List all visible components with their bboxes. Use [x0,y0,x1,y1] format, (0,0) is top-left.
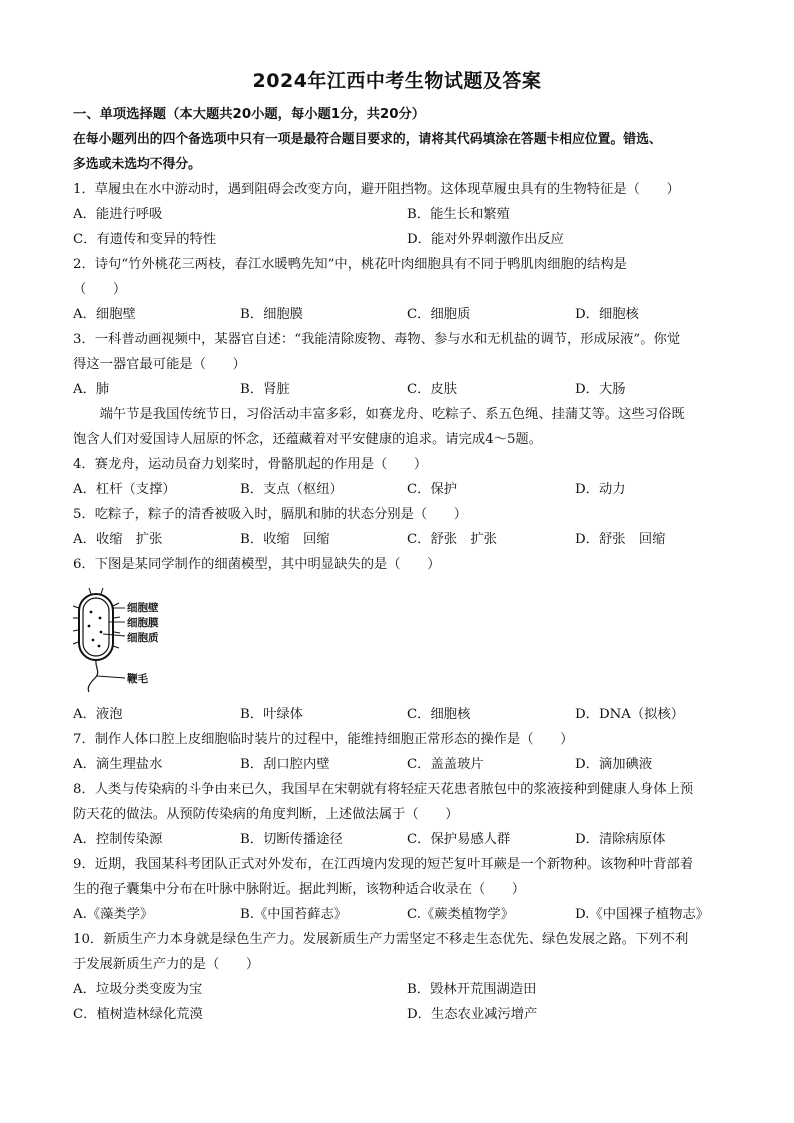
question-3-stem: 3．一科普动画视频中，某器官自述：“我能清除废物、毒物、参与水和无机盐的调节，形成尿液”。你觉 [73,332,681,347]
option-b: B．刮口腔内壁 [240,757,330,772]
question-7-stem: 7．制作人体口腔上皮细胞临时装片的过程中，能维持细胞正常形态的操作是（ ） [73,732,574,747]
option-a: A．能进行呼吸 [73,207,163,222]
option-c: C．皮肤 [407,382,458,397]
question-8-stem: 8．人类与传染病的斗争由来已久，我国早在宋朝就有将轻症天花患者脓包中的浆液接种到健康人身体上预 [73,782,694,797]
section-instructions-2: 多选或未选均不得分。 [73,157,201,172]
question-10-options [73,977,725,1002]
passage-line-2: 饱含人们对爱国诗人屈原的怀念，还蕴藏着对平安健康的追求。请完成4～5题。 [73,432,543,447]
option-d: D.《中国裸子植物志》 [575,907,710,922]
option-d: D．生态农业减污增产 [407,1007,538,1022]
option-a: A．杠杆（支撑） [73,482,176,497]
label-flagellum: 鞭毛 [127,673,148,685]
page-title: 2024年江西中考生物试题及答案 [252,70,542,92]
option-a: A.《藻类学》 [73,907,154,922]
question-1-options [73,202,725,227]
option-d: D．能对外界刺激作出反应 [407,232,564,247]
option-b: B．肾脏 [240,382,290,397]
option-d: D．动力 [575,482,626,497]
option-d: D．大肠 [575,382,626,397]
option-c: C．细胞核 [407,707,471,722]
question-6-options [73,702,725,727]
question-3-stem-2: 得这一器官最可能是（ ） [73,357,246,372]
question-1-stem: 1．草履虫在水中游动时，遇到阻碍会改变方向，避开阻挡物。这体现草履虫具有的生物特征是（ ） [73,182,680,197]
option-c: C．保护 [407,482,458,497]
option-a: A．滴生理盐水 [73,757,163,772]
section-instructions-1: 在每小题列出的四个备选项中只有一项是最符合题目要求的，请将其代码填涂在答题卡相应位置。错选、 [73,132,662,147]
option-d: D．DNA（拟核） [575,707,685,722]
question-10-stem: 10．新质生产力本身就是绿色生产力。发展新质生产力需坚定不移走生态优先、绿色发展之路。下列不利 [73,932,689,947]
question-4-stem: 4．赛龙舟，运动员奋力划桨时，骨骼肌起的作用是（ ） [73,457,428,472]
option-a: A．细胞壁 [73,307,136,322]
question-8-stem-2: 防天花的做法。从预防传染病的角度判断，上述做法属于（ ） [73,807,459,822]
section-heading: 一、单项选择题（本大题共20小题，每小题1分，共20分） [73,107,426,122]
question-3-options [73,377,725,402]
option-a: A．垃圾分类变废为宝 [73,982,203,997]
option-d: D．清除病原体 [575,832,666,847]
option-d: D．细胞核 [575,307,639,322]
question-6-stem: 6．下图是某同学制作的细菌模型，其中明显缺失的是（ ） [73,557,441,572]
option-c: C．有遗传和变异的特性 [73,232,217,247]
question-5-options [73,527,725,552]
option-b: B．切断传播途径 [240,832,343,847]
question-2-options [73,302,725,327]
bacterium-model-figure [73,586,183,696]
option-a: A．收缩 扩张 [73,532,163,547]
option-d: D．舒张 回缩 [575,532,666,547]
option-c: C．细胞质 [407,307,471,322]
question-5-stem: 5．吃粽子，粽子的清香被吸入时，膈肌和肺的状态分别是（ ） [73,507,468,522]
option-c: C．植树造林绿化荒漠 [73,1007,203,1022]
question-2-stem: 2．诗句“竹外桃花三两枝，春江水暖鸭先知”中，桃花叶肉细胞具有不同于鸭肌肉细胞的结构是 [73,257,627,272]
passage-line-1: 端午节是我国传统节日，习俗活动丰富多彩，如赛龙舟、吃粽子、系五色绳、挂蒲艾等。这些习俗既 [73,407,685,422]
label-cell-wall: 细胞壁 [127,602,159,614]
option-b: B．支点（枢纽） [240,482,343,497]
option-d: D．滴加碘液 [575,757,653,772]
option-b: B．收缩 回缩 [240,532,330,547]
label-cytoplasm: 细胞质 [127,632,159,644]
question-9-stem: 9．近期，我国某科考团队正式对外发布，在江西境内发现的短芒复叶耳蕨是一个新物种。该物种叶背部着 [73,857,694,872]
option-b: B.《中国苔藓志》 [240,907,348,922]
question-9-options [73,902,725,927]
option-a: A．液泡 [73,707,123,722]
question-1-options-2 [73,227,725,252]
label-cell-membrane: 细胞膜 [127,617,159,629]
option-b: B．细胞膜 [240,307,303,322]
option-c: C．舒张 扩张 [407,532,497,547]
option-b: B．毁林开荒围湖造田 [407,982,537,997]
option-b: B．能生长和繁殖 [407,207,510,222]
question-10-options-2 [73,1002,725,1027]
question-8-options [73,827,725,852]
option-c: C．保护易感人群 [407,832,511,847]
option-a: A．肺 [73,382,110,397]
question-2-stem-2: （ ） [73,282,127,297]
option-a: A．控制传染源 [73,832,163,847]
question-10-stem-2: 于发展新质生产力的是（ ） [73,957,260,972]
question-7-options [73,752,725,777]
option-c: C．盖盖玻片 [407,757,484,772]
option-c: C.《蕨类植物学》 [407,907,515,922]
option-b: B．叶绿体 [240,707,303,722]
question-4-options [73,477,725,502]
question-9-stem-2: 生的孢子囊集中分布在叶脉中脉附近。据此判断，该物种适合收录在（ ） [73,882,526,897]
